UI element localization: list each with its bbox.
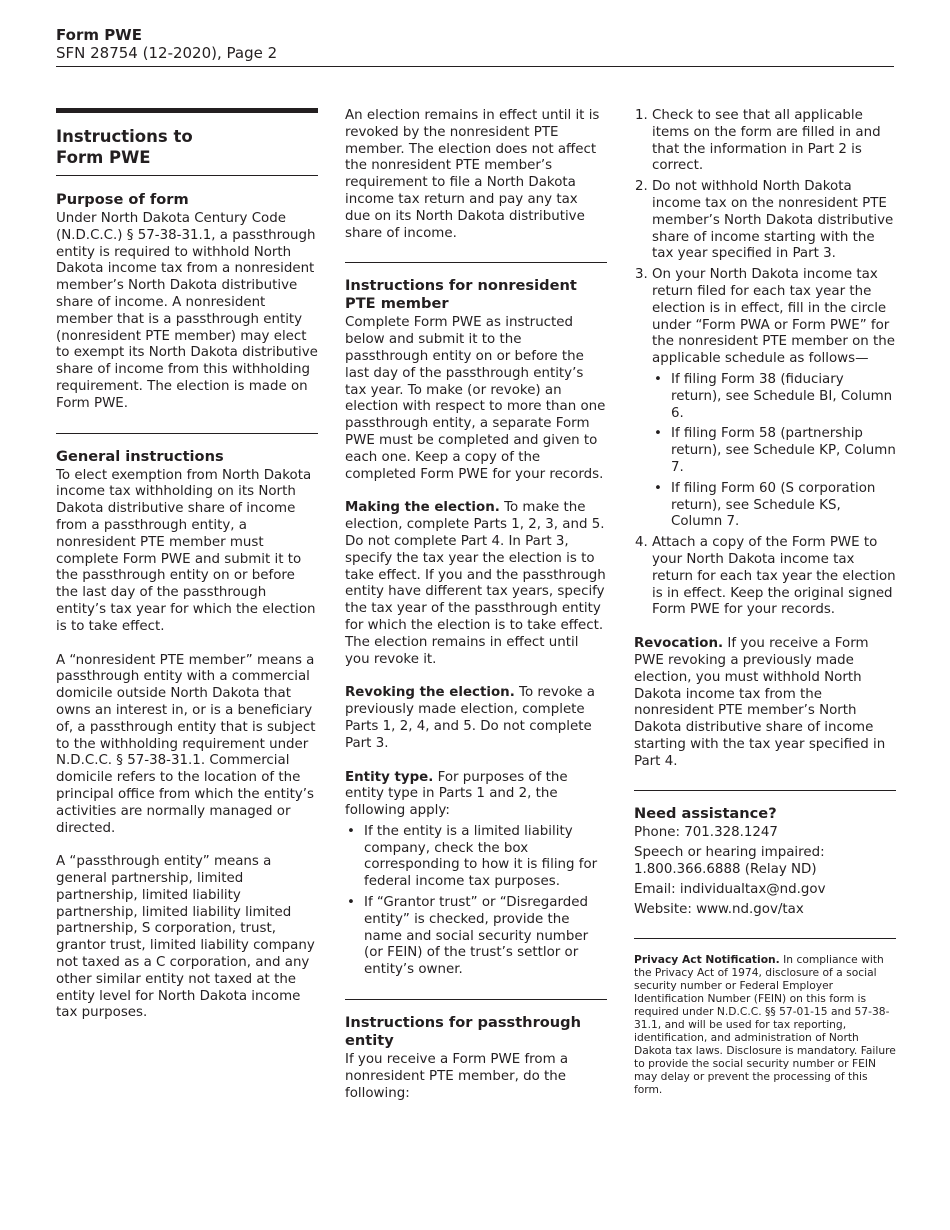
email-line: Email: individualtax@nd.gov bbox=[634, 881, 826, 897]
instructions-title bbox=[56, 126, 318, 168]
making-election-paragraph bbox=[345, 500, 607, 668]
header-divider bbox=[56, 66, 894, 67]
website-line: Website: www.nd.gov/tax bbox=[634, 901, 804, 917]
pte-instructions-heading: Instructions for passthrough entity bbox=[345, 1014, 582, 1050]
making-election-text: To make the election, complete Parts 1, 2, 3, and 5. Do not complete Part 4. In Part 3, specify the tax year the election is to take effect. If you and the passthrough entity have different tax years, specify the tax year of the passthrough entity for which the election is to take effect. The election remains in effect until you revoke it. bbox=[345, 500, 606, 667]
title-bottom-rule bbox=[56, 175, 318, 176]
list-item: • If filing Form 38 (fiduciary return), see Schedule BI, Column 6. bbox=[671, 372, 896, 422]
general-paragraph-1: To elect exemption from North Dakota income tax withholding on its North Dakota distributive share of income from a passthrough entity, a nonresident PTE member must complete Form PWE and submit it to the passthrough entity on or before the last day of the passthrough entity’s tax year for which the election is to take effect. bbox=[56, 467, 316, 634]
section-divider bbox=[634, 790, 896, 791]
page-header bbox=[56, 26, 894, 62]
form-number: SFN 28754 (12-2020), Page 2 bbox=[56, 44, 278, 62]
instructions-title-line1: Instructions to bbox=[56, 127, 193, 146]
step-text: On your North Dakota income tax return filed for each tax year the election is in effect, fill in the circle under “Form PWA or Form PWE” for the nonresident PTE member on the applicable schedule as follows— bbox=[652, 267, 895, 367]
column-left bbox=[56, 108, 318, 1022]
relay-label: Speech or hearing impaired: bbox=[634, 845, 825, 861]
form-title: Form PWE bbox=[56, 26, 142, 44]
making-election-lead: Making the election. bbox=[345, 500, 500, 516]
pte-steps-list bbox=[634, 108, 896, 619]
pte-instructions-text: If you receive a Form PWE from a nonresident PTE member, do the following: bbox=[345, 1052, 569, 1101]
step-item: 1. Check to see that all applicable items on the form are filled in and that the information in Part 2 is correct. bbox=[652, 108, 896, 175]
list-item: • If filing Form 58 (partnership return), see Schedule KP, Column 7. bbox=[671, 426, 896, 476]
revoking-election-paragraph bbox=[345, 685, 607, 752]
revoking-election-text: To revoke a previously made election, complete Parts 1, 2, 4, and 5. Do not complete Part 3. bbox=[345, 685, 595, 751]
section-divider bbox=[56, 433, 318, 434]
purpose-text: Under North Dakota Century Code (N.D.C.C.) § 57-38-31.1, a passthrough entity is required to withhold North Dakota income tax from a nonresident member’s North Dakota distributive share of income. A nonresident member that is a passthrough entity (nonresident PTE member) may elect to exempt its North Dakota distributive share of income from this withholding requirement. The election is made on Form PWE. bbox=[56, 211, 318, 411]
list-item: • If “Grantor trust” or “Disregarded entity” is checked, provide the name and social security number (or FEIN) of the trust’s settlor or entity’s owner. bbox=[364, 895, 607, 979]
general-heading: General instructions bbox=[56, 447, 224, 465]
revocation-paragraph bbox=[634, 636, 896, 770]
column-right bbox=[634, 108, 896, 1096]
privacy-lead: Privacy Act Notification. bbox=[634, 953, 780, 967]
revocation-text: If you receive a Form PWE revoking a previously made election, you must withhold North Dakota income tax from the nonresident PTE member’s North Dakota distributive share of income starting with the tax year specified in Part 4. bbox=[634, 636, 886, 769]
revocation-lead: Revocation. bbox=[634, 636, 724, 652]
entity-type-lead: Entity type. bbox=[345, 769, 434, 785]
purpose-heading: Purpose of form bbox=[56, 191, 189, 208]
step-item: 2. Do not withhold North Dakota income tax on the nonresident PTE member’s North Dakota distributive share of income starting with the tax year specified in Part 3. bbox=[652, 179, 896, 263]
list-item: • If filing Form 60 (S corporation return), see Schedule KS, Column 7. bbox=[671, 481, 896, 531]
section-divider bbox=[634, 938, 896, 939]
privacy-text: In compliance with the Privacy Act of 1974, disclosure of a social security number or Federal Employer Identification Number (FEIN) on this form is required under N.D.C.C. §§ 57-01-15 and 57-38-31.1, and will be used for tax reporting, identification, and administration of North Dakota tax laws. Disclosure is mandatory. Failure to provide the social security number or FEIN may delay or prevent the processing of this form. bbox=[634, 953, 896, 1097]
revoking-election-lead: Revoking the election. bbox=[345, 685, 515, 701]
section-divider bbox=[345, 262, 607, 263]
step-item: 4. Attach a copy of the Form PWE to your North Dakota income tax return for each tax year the election is in effect. Keep the original signed Form PWE for your records. bbox=[652, 535, 896, 619]
entity-type-list bbox=[345, 824, 607, 979]
entity-type-paragraph bbox=[345, 770, 607, 820]
relay-number: 1.800.366.6888 (Relay ND) bbox=[634, 862, 817, 878]
election-intro: An election remains in effect until it is revoked by the nonresident PTE member. The election does not affect the nonresident PTE member’s requirement to file a North Dakota income tax return and pay any tax due on its North Dakota distributive share of income. bbox=[345, 108, 600, 241]
step-item bbox=[652, 267, 896, 531]
title-top-rule bbox=[56, 108, 318, 113]
general-paragraph-2: A “nonresident PTE member” means a passthrough entity with a commercial domicile outside North Dakota that owns an interest in, or is a beneficiary of, a passthrough entity that is subject to the withholding requirement under N.D.C.C. § 57-38-31.1. Commercial domicile refers to the location of the principal office from which the entity’s activities are normally managed or directed. bbox=[56, 652, 316, 836]
list-item: • If the entity is a limited liability company, check the box corresponding to how it is filing for federal income tax purposes. bbox=[364, 824, 607, 891]
assistance-heading: Need assistance? bbox=[634, 805, 777, 823]
general-paragraph-3: A “passthrough entity” means a general partnership, limited partnership, limited liability partnership, limited liability limited partnership, S corporation, trust, grantor trust, limited liability company not taxed as a C corporation, and any other similar entity not taxed at the entity level for North Dakota income tax purposes. bbox=[56, 854, 315, 1021]
relay-line bbox=[634, 845, 896, 879]
member-instructions-text: Complete Form PWE as instructed below and submit it to the passthrough entity on or before the last day of the passthrough entity’s tax year. To make (or revoke) an election with respect to more than one passthrough entity, a separate Form PWE must be completed and given to each one. Keep a copy of the completed Form PWE for your records. bbox=[345, 315, 606, 482]
member-instructions-heading: Instructions for nonresident PTE member bbox=[345, 277, 577, 313]
schedule-list bbox=[652, 372, 896, 531]
phone-line: Phone: 701.328.1247 bbox=[634, 825, 778, 841]
privacy-notice bbox=[634, 953, 896, 1096]
instructions-title-line2: Form PWE bbox=[56, 148, 151, 167]
entity-type-text: For purposes of the entity type in Parts 1 and 2, the following apply: bbox=[345, 769, 568, 819]
column-middle bbox=[345, 108, 607, 1102]
section-divider bbox=[345, 999, 607, 1000]
